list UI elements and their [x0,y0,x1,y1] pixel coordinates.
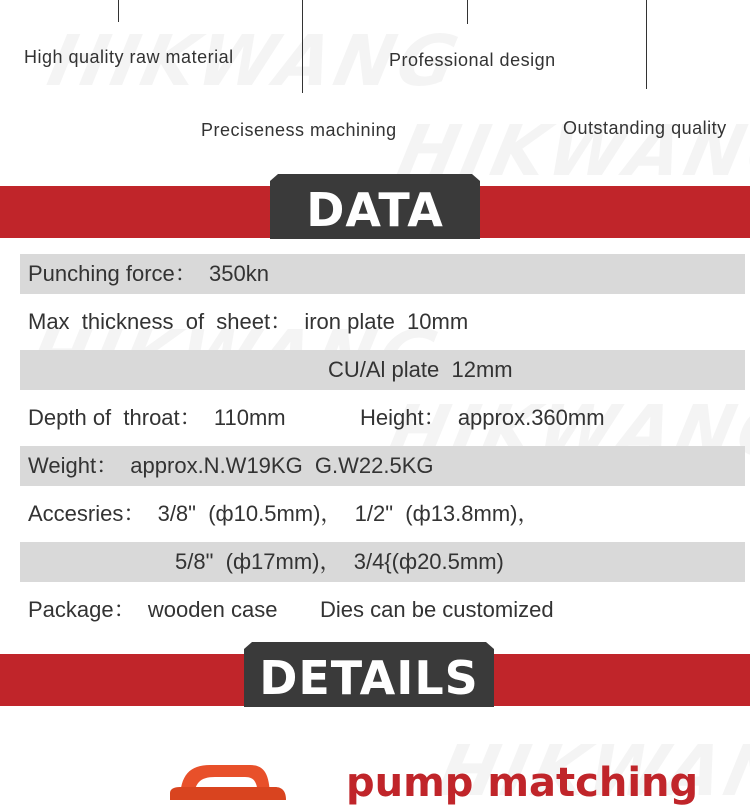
spec-row-cu-al-plate [20,350,745,390]
spec-text: Package： wooden case [28,597,278,622]
pump-matching-title: pump matching [346,760,699,806]
callout-line [302,0,303,93]
callout-line [467,0,468,24]
spec-row-weight [20,446,745,486]
spec-text: Dies can be customized [320,597,554,622]
spec-row-max-thickness [20,302,745,342]
spec-text: Height： approx.360mm [360,405,605,430]
spec-text: 5/8" (ф17mm)， 3/4{(ф20.5mm) [175,549,504,574]
spec-text: Punching force： 350kn [28,261,269,286]
details-section-title: DETAILS [244,649,494,707]
feature-label: Outstanding quality [563,118,727,138]
callout-line [118,0,119,22]
spec-row-package [20,590,745,630]
spec-row-accessories [20,494,745,534]
feature-label: Preciseness machining [201,120,397,140]
spec-text: Accesries： 3/8" (ф10.5mm)， 1/2" (ф13.8mm)， [28,501,540,526]
pump-image [160,755,310,800]
spec-row-punching-force [20,254,745,294]
feature-label: High quality raw material [24,47,234,67]
spec-text: Depth of throat： 110mm [28,405,286,430]
feature-label: Professional design [389,50,556,70]
spec-row-depth-height [20,398,745,438]
spec-row-accessories-cont [20,542,745,582]
callout-line [646,0,647,89]
spec-text: Max thickness of sheet： iron plate 10mm [28,309,469,334]
spec-text: Weight： approx.N.W19KG G.W22.5KG [28,453,434,478]
data-section-title: DATA [270,181,480,239]
spec-text: CU/Al plate 12mm [328,357,513,382]
